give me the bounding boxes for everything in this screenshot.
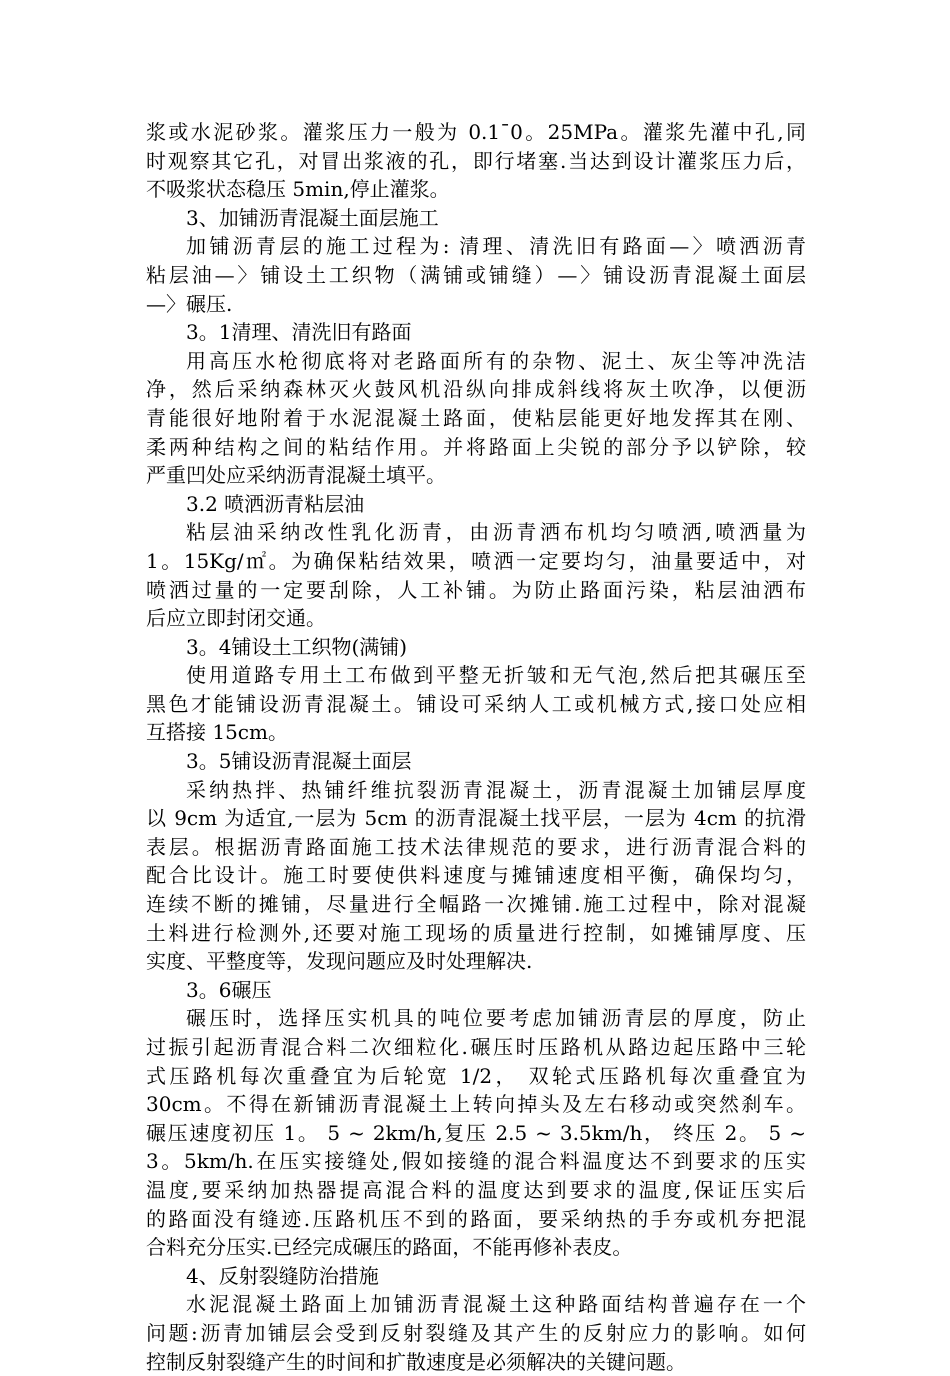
- text-line: 用高压水枪彻底将对老路面所有的杂物、泥土、灰尘等冲洗洁: [186, 348, 806, 373]
- text-line: 过振引起沥青混合料二次细粒化.碾压时压路机从路边起压路中三轮: [146, 1035, 806, 1059]
- text-line: 粘层油采纳改性乳化沥青，由沥青洒布机均匀喷洒,喷洒量为: [186, 520, 806, 545]
- text-line: 柔两种结构之间的粘结作用。并将路面上尖锐的部分予以铲除，较: [146, 434, 806, 459]
- text-line: 3。1清理、清洗旧有路面: [186, 320, 412, 345]
- text-line: 控制反射裂缝产生的时间和扩散速度是必须解决的关键问题。: [146, 1349, 686, 1374]
- text-line: 粘层油—〉铺设土工织物（满铺或铺缝）—〉铺设沥青混凝土面层: [146, 262, 806, 287]
- text-line: 净，然后采纳森林灭火鼓风机沿纵向排成斜线将灰土吹净，以便沥: [146, 377, 806, 402]
- text-line: 后应立即封闭交通。: [146, 606, 326, 631]
- text-line: 3.2 喷洒沥青粘层油: [186, 491, 365, 516]
- text-line: 3。6碾压: [186, 977, 272, 1002]
- text-line: 问题:沥青加铺层会受到反射裂缝及其产生的反射应力的影响。如何: [146, 1320, 806, 1345]
- text-line: 以 9cm 为适宜,一层为 5cm 的沥青混凝土找平层，一层为 4cm 的抗滑: [146, 806, 806, 831]
- text-line: 碾压时，选择压实机具的吨位要考虑加铺沥青层的厚度，防止: [186, 1006, 806, 1031]
- text-line: 采纳热拌、热铺纤维抗裂沥青混凝土，沥青混凝土加铺层厚度: [186, 777, 806, 802]
- text-line: 式压路机每次重叠宜为后轮宽 1/2， 双轮式压路机每次重叠宜为: [146, 1063, 806, 1088]
- text-line: 3。5铺设沥青混凝土面层: [186, 749, 412, 774]
- text-line: 配合比设计。施工时要使供料速度与摊铺速度相平衡，确保均匀，: [146, 863, 806, 888]
- text-line: 的路面没有缝迹.压路机压不到的路面，要采纳热的手夯或机夯把混: [146, 1206, 806, 1231]
- text-line: 喷洒过量的一定要刮除，人工补铺。为防止路面污染，粘层油洒布: [146, 577, 806, 602]
- text-line: 严重凹处应采纳沥青混凝土填平。: [146, 463, 446, 488]
- text-line: 黑色才能铺设沥青混凝土。铺设可采纳人工或机械方式,接口处应相: [146, 691, 806, 716]
- text-line: 加铺沥青层的施工过程为: 清理、清洗旧有路面—〉喷洒沥青: [186, 234, 806, 259]
- text-line: 土料进行检测外,还要对施工现场的质量进行控制，如摊铺厚度、压: [146, 920, 806, 945]
- text-line: 温度,要采纳加热器提高混合料的温度达到要求的温度,保证压实后: [146, 1177, 806, 1202]
- text-line: 3、加铺沥青混凝土面层施工: [186, 205, 439, 230]
- document-page: [146, 118, 806, 1376]
- text-line: 连续不断的摊铺，尽量进行全幅路一次摊铺.施工过程中，除对混凝: [146, 892, 806, 917]
- text-line: 实度、平整度等，发现问题应及时处理解决.: [146, 949, 533, 974]
- text-line: 合料充分压实.已经完成碾压的路面，不能再修补表皮。: [146, 1235, 633, 1260]
- text-line: 浆或水泥砂浆。灌浆压力一般为 0.1¯0。25MPa。灌浆先灌中孔,同: [146, 120, 806, 144]
- text-line: 30cm。不得在新铺沥青混凝土上转向掉头及左右移动或突然刹车。: [146, 1092, 806, 1117]
- text-line: 表层。根据沥青路面施工技术法律规范的要求，进行沥青混合料的: [146, 834, 806, 859]
- text-line: 使用道路专用土工布做到平整无折皱和无气泡,然后把其碾压至: [186, 663, 806, 688]
- text-line: 3。5km/h.在压实接缝处,假如接缝的混合料温度达不到要求的压实: [146, 1149, 806, 1174]
- text-line: 3。4铺设土工织物(满铺): [186, 634, 408, 659]
- text-line: 青能很好地附着于水泥混凝土路面，使粘层能更好地发挥其在刚、: [146, 405, 806, 430]
- text-line: 4、反射裂缝防治措施: [186, 1263, 379, 1288]
- text-line: 互搭接 15cm。: [146, 720, 288, 745]
- text-line: 1。15Kg/㎡。为确保粘结效果，喷洒一定要均匀，油量要适中，对: [146, 548, 806, 573]
- text-line: 不吸浆状态稳压 5min,停止灌浆。: [146, 177, 450, 202]
- text-line: 碾压速度初压 1。 5 ~ 2km/h,复压 2.5 ~ 3.5km/h， 终压 2。 5 ~: [146, 1120, 806, 1145]
- text-line: 时观察其它孔，对冒出浆液的孔，即行堵塞.当达到设计灌浆压力后，: [146, 148, 806, 173]
- text-line: —〉碾压.: [146, 291, 233, 316]
- text-line: 水泥混凝土路面上加铺沥青混凝土这种路面结构普遍存在一个: [186, 1292, 806, 1317]
